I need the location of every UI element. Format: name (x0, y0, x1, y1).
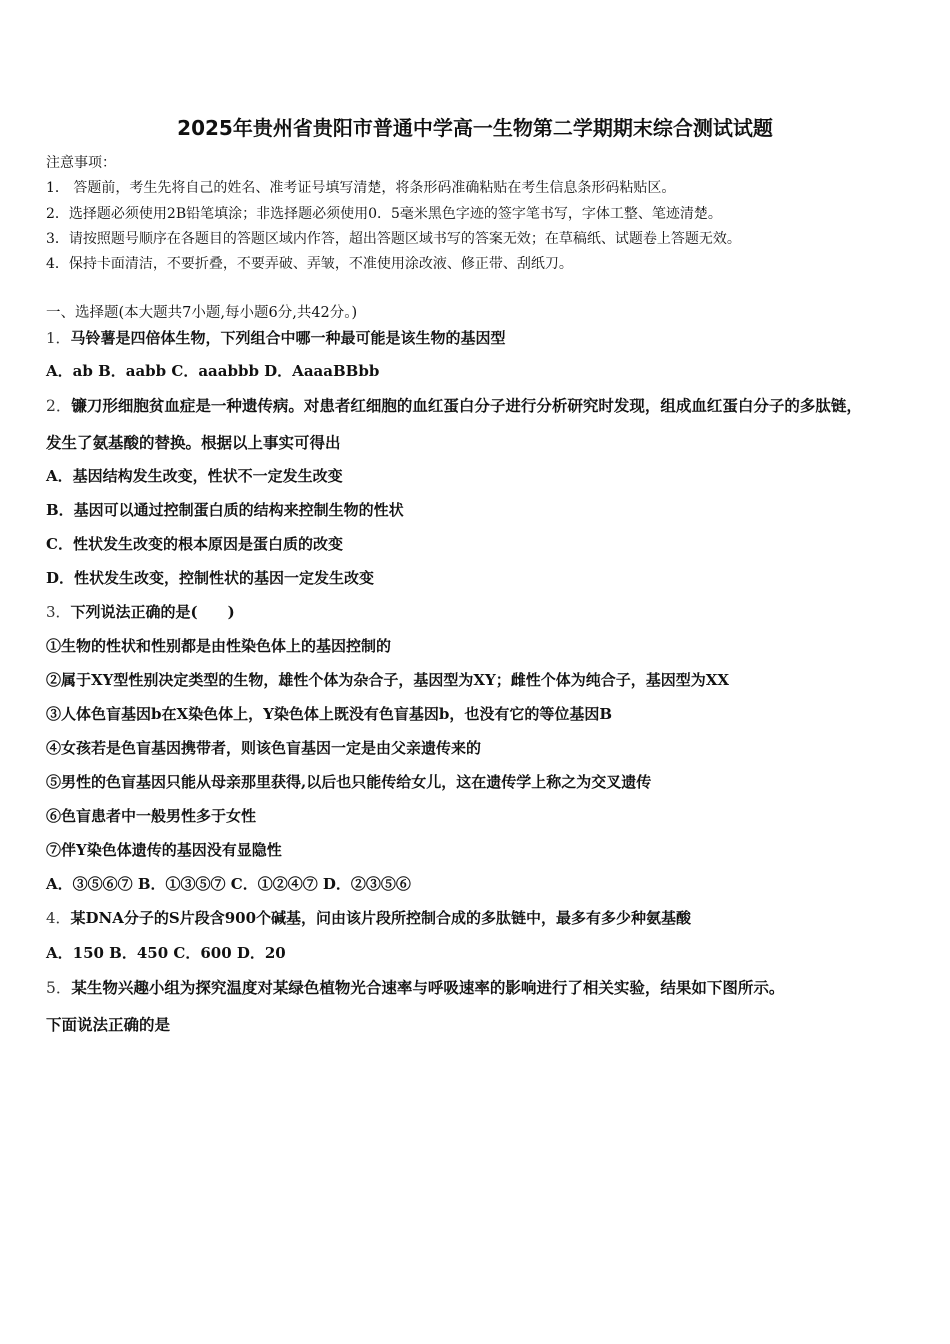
question-number: 5． (46, 979, 72, 997)
question-number: 1． (46, 329, 71, 347)
question-2-stem-continued: 发生了氨基酸的替换。根据以上事实可得出 (46, 433, 341, 452)
question-3-statement-2: ②属于XY型性别决定类型的生物，雄性个体为杂合子，基因型为XY；雌性个体为纯合子，基因型为XX (46, 671, 729, 689)
question-5 (46, 976, 926, 998)
question-3-statement-7: ⑦伴Y染色体遗传的基因没有显隐性 (46, 841, 282, 859)
question-2 (46, 394, 926, 416)
question-1-options: A．ab B．aabb C．aaabbb D．AaaaBBbb (46, 362, 380, 380)
notice-item-1: 1． 答题前，考生先将自己的姓名、准考证号填写清楚，将条形码准确粘贴在考生信息条形码粘贴区。 (46, 180, 676, 196)
question-3 (46, 601, 926, 622)
question-number: 2． (46, 397, 72, 415)
question-stem: 马铃薯是四倍体生物，下列组合中哪一种最可能是该生物的基因型 (70, 329, 506, 347)
notice-item-2: 2．选择题必须使用2B铅笔填涂；非选择题必须使用0．5毫米黑色字迹的签字笔书写，字体工整、笔迹清楚。 (46, 206, 722, 222)
question-number: 3． (46, 603, 71, 621)
question-2-option-b: B．基因可以通过控制蛋白质的结构来控制生物的性状 (46, 501, 404, 519)
question-1 (46, 327, 926, 348)
question-3-statement-5: ⑤男性的色盲基因只能从母亲那里获得,以后也只能传给女儿，这在遗传学上称之为交叉遗传 (46, 773, 652, 791)
question-stem: 下列说法正确的是( ) (70, 603, 235, 621)
question-4 (46, 907, 926, 928)
question-number: 4． (46, 909, 71, 927)
question-stem: 镰刀形细胞贫血症是一种遗传病。对患者红细胞的血红蛋白分子进行分析研究时发现，组成血红蛋白分子的多肽链， (71, 396, 862, 415)
page-title: 2025年贵州省贵阳市普通中学高一生物第二学期期末综合测试试题 (177, 116, 773, 140)
notice-item-4: 4．保持卡面清洁，不要折叠，不要弄破、弄皱，不准使用涂改液、修正带、刮纸刀。 (46, 256, 573, 272)
question-3-statement-4: ④女孩若是色盲基因携带者，则该色盲基因一定是由父亲遗传来的 (46, 739, 482, 757)
question-3-options: A．③⑤⑥⑦ B．①③⑤⑦ C．①②④⑦ D．②③⑤⑥ (46, 875, 411, 893)
question-4-options: A．150 B．450 C．600 D．20 (46, 944, 286, 962)
notice-item-3: 3．请按照题号顺序在各题目的答题区域内作答，超出答题区域书写的答案无效；在草稿纸、试题卷上答题无效。 (46, 231, 741, 247)
question-stem: 某生物兴趣小组为探究温度对某绿色植物光合速率与呼吸速率的影响进行了相关实验，结果如下图所示。 (71, 978, 785, 997)
question-2-option-d: D．性状发生改变，控制性状的基因一定发生改变 (46, 569, 375, 587)
notice-heading: 注意事项： (46, 155, 116, 171)
question-2-option-c: C．性状发生改变的根本原因是蛋白质的改变 (46, 535, 343, 553)
question-5-stem-continued: 下面说法正确的是 (46, 1015, 171, 1034)
question-2-option-a: A．基因结构发生改变，性状不一定发生改变 (46, 467, 343, 485)
question-3-statement-1: ①生物的性状和性别都是由性染色体上的基因控制的 (46, 637, 392, 655)
question-3-statement-6: ⑥色盲患者中一般男性多于女性 (46, 807, 257, 825)
section-heading: 一、选择题(本大题共7小题,每小题6分,共42分。) (46, 305, 358, 321)
question-stem: 某DNA分子的S片段含900个碱基，问由该片段所控制合成的多肽链中，最多有多少种氨基酸 (70, 909, 692, 927)
question-3-statement-3: ③人体色盲基因b在X染色体上，Y染色体上既没有色盲基因b，也没有它的等位基因B (46, 705, 613, 723)
